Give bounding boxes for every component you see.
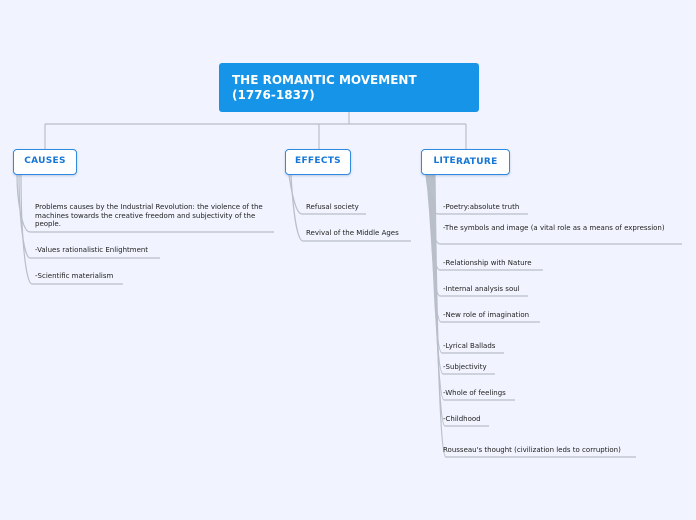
effects-item-2[interactable]: Revival of the Middle Ages [306, 229, 399, 237]
branch-literature-label-part1: LITE [433, 156, 457, 166]
branch-effects-label: EFFECTS [295, 156, 341, 166]
branch-effects[interactable] [285, 149, 351, 175]
central-topic[interactable] [219, 63, 479, 112]
literature-item-4[interactable]: -Internal analysis soul [443, 285, 520, 293]
causes-item-3[interactable]: -Scientific materialism [35, 272, 114, 280]
central-topic-title-line1: THE ROMANTIC MOVEMENT [232, 73, 417, 87]
branch-literature[interactable] [421, 149, 510, 175]
branch-literature-label-part2: RATURE [456, 157, 498, 167]
branch-causes[interactable] [13, 149, 77, 175]
branch-causes-label: CAUSES [24, 156, 66, 166]
central-topic-title-line2: (1776-1837) [232, 88, 315, 102]
literature-item-3[interactable]: -Relationship with Nature [443, 259, 532, 267]
literature-item-1[interactable]: -Poetry:absolute truth [443, 203, 520, 211]
connector-lit-3 [428, 175, 543, 270]
causes-item-2[interactable]: -Values rationalistic Enlightment [35, 246, 149, 254]
literature-item-8[interactable]: -Whole of feelings [443, 389, 506, 397]
literature-item-5[interactable]: -New role of imagination [443, 311, 530, 319]
literature-item-10[interactable]: Rousseau's thought (civilization leds to corruption) [443, 446, 621, 454]
effects-item-1[interactable]: Refusal society [306, 203, 359, 211]
literature-item-9[interactable]: -Childhood [443, 415, 481, 423]
literature-item-7[interactable]: -Subjectivity [443, 363, 487, 371]
literature-item-6[interactable]: -Lyrical Ballads [443, 342, 496, 350]
connector-lit-5 [430, 175, 540, 322]
literature-item-2[interactable]: -The symbols and image (a vital role as a means of expression) [443, 224, 665, 232]
causes-item-1[interactable]: Problems causes by the Industrial Revolution: the violence of the machines towards the creative freedom and subjectivity of the people. [35, 203, 263, 228]
